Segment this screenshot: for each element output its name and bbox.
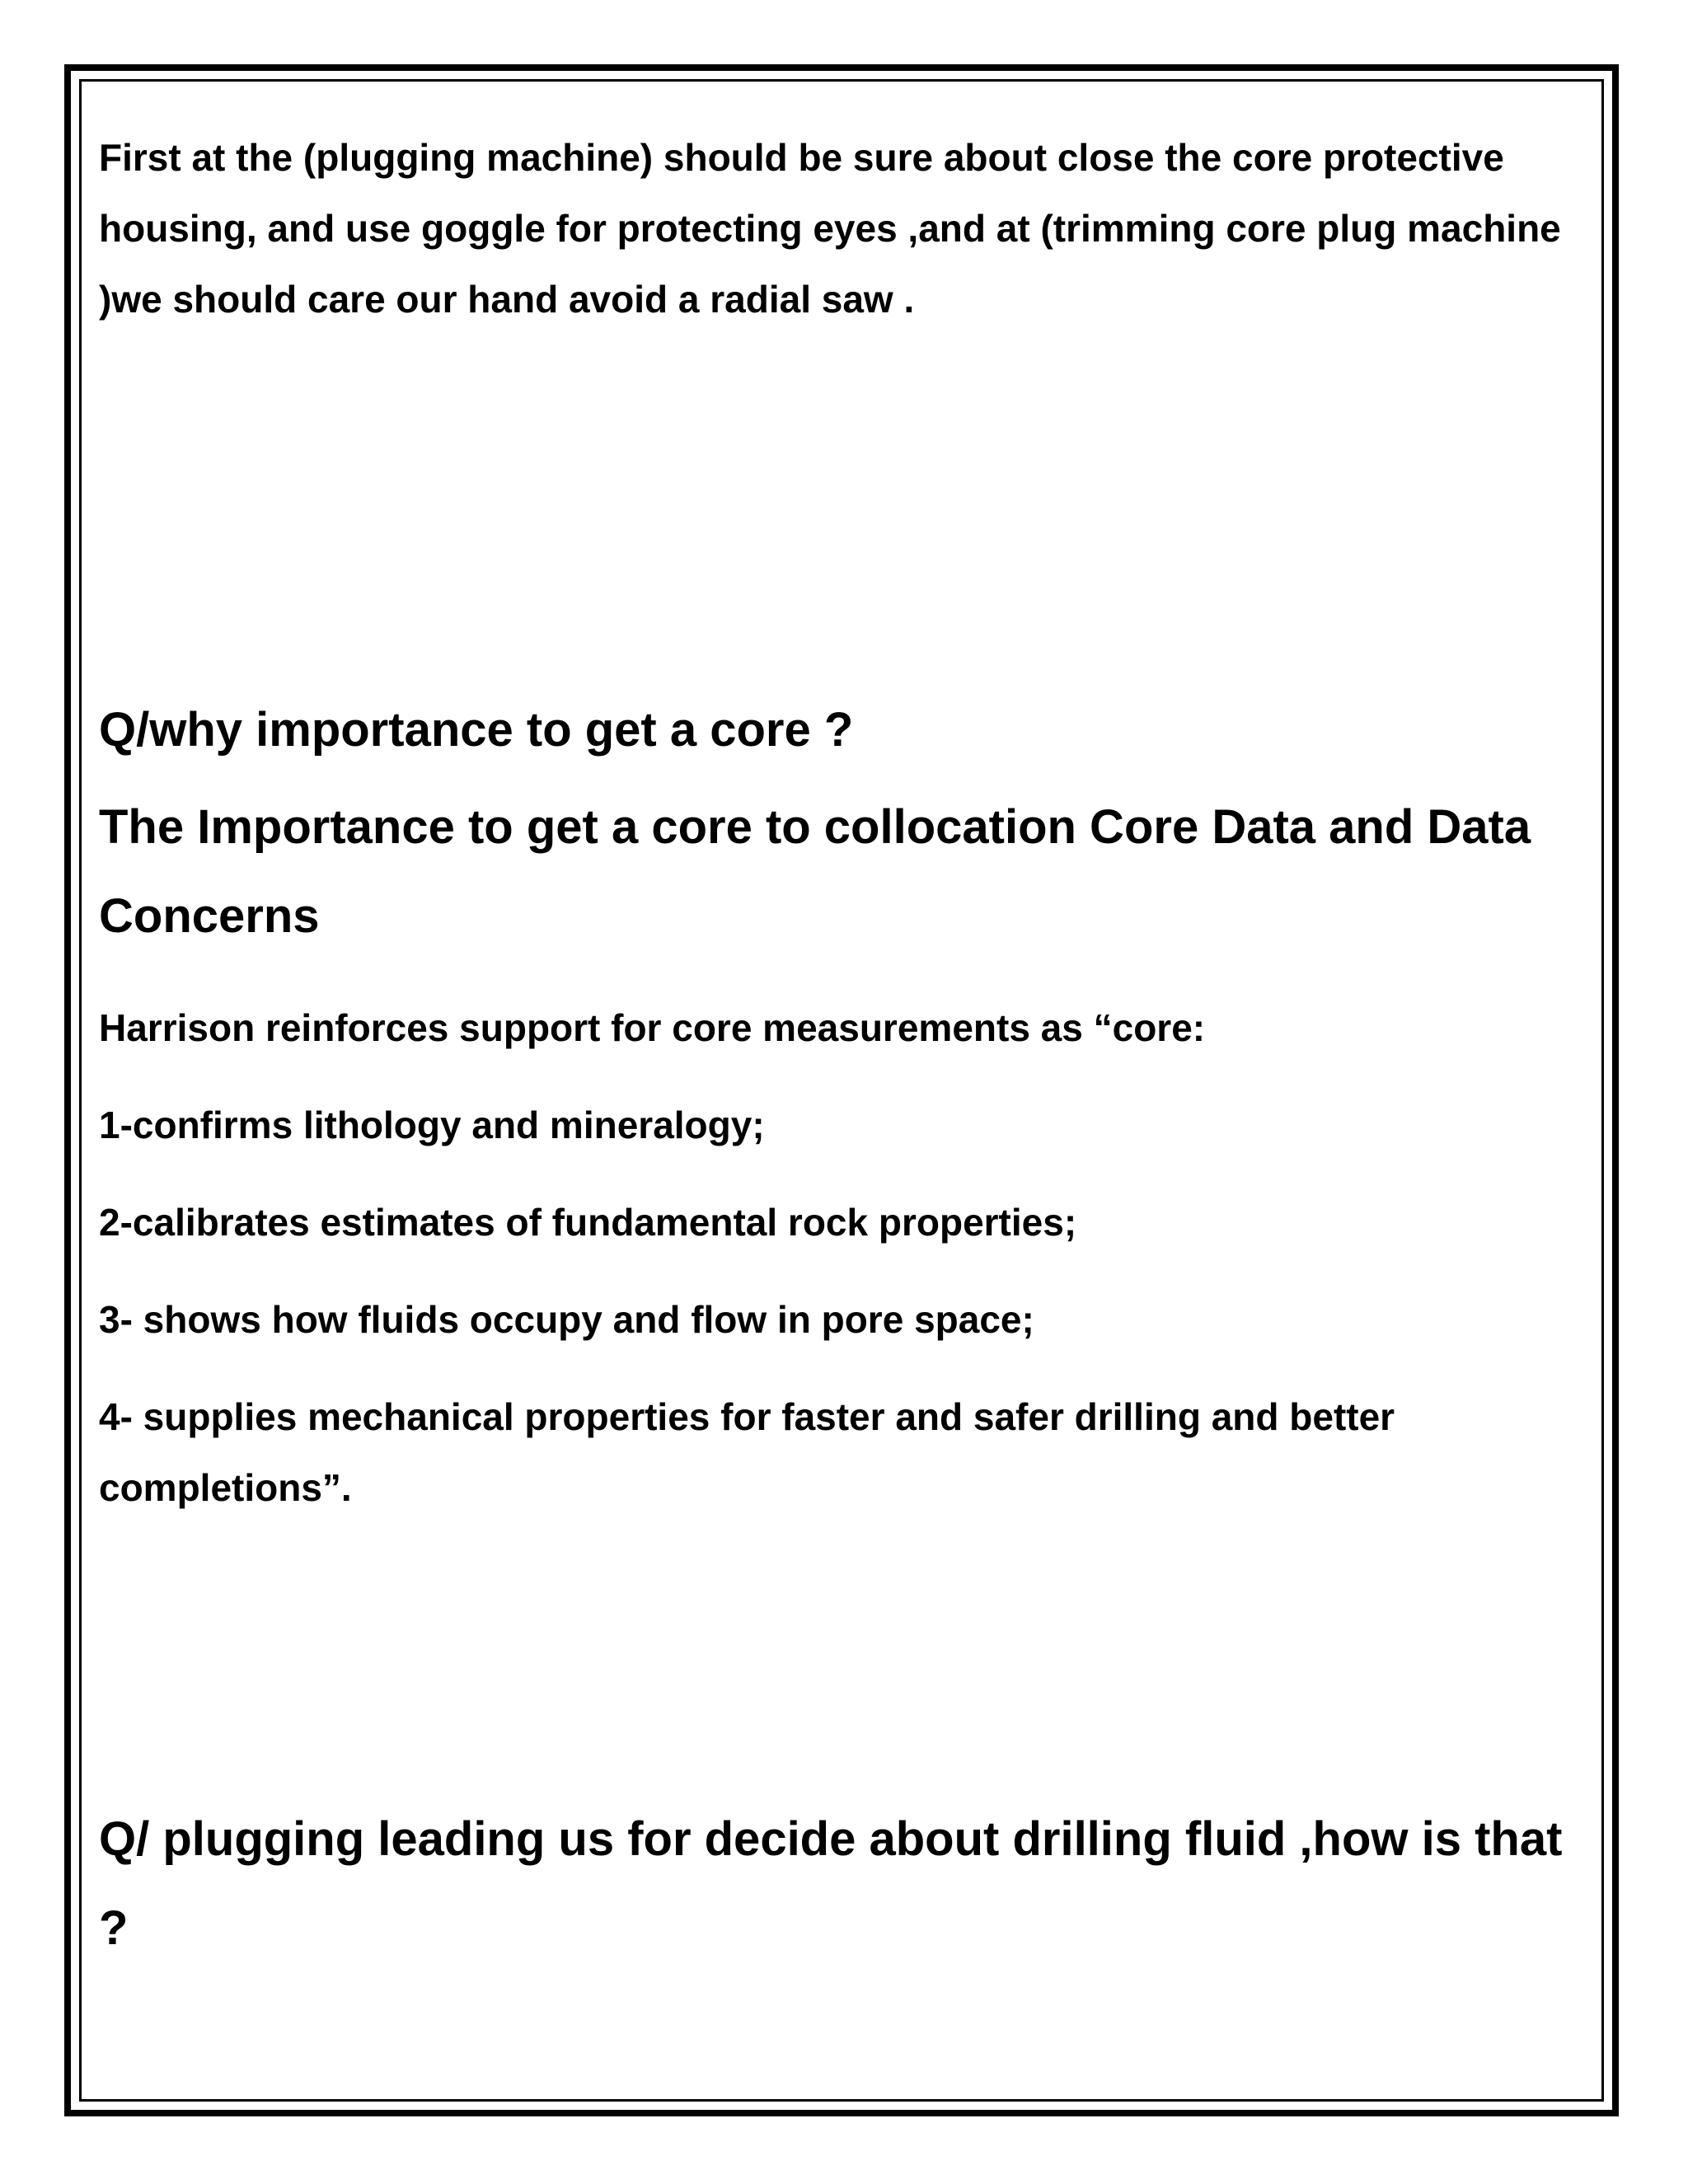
question-core-importance: Q/why importance to get a core ? bbox=[99, 703, 854, 757]
list-item: 4- supplies mechanical properties for faster and safer drilling and better completions”. bbox=[99, 1395, 1395, 1509]
document-body bbox=[99, 122, 1591, 1973]
answer-heading: The Importance to get a core to collocation Core Data and Data Concerns bbox=[99, 800, 1531, 943]
list-item: 3- shows how fluids occupy and flow in pore space; bbox=[99, 1298, 1034, 1341]
quote-intro: Harrison reinforces support for core measurements as “core: bbox=[99, 1006, 1206, 1049]
intro-paragraph: First at the (plugging machine) should be sure about close the core protective housing, and use goggle for protecting eyes ,and at (trimming core plug machine )we should care our hand avoid a radial saw . bbox=[99, 136, 1561, 321]
question-plugging-drilling-fluid: Q/ plugging leading us for decide about drilling fluid ,how is that ? bbox=[99, 1812, 1563, 1955]
list-item: 2-calibrates estimates of fundamental rock properties; bbox=[99, 1201, 1077, 1244]
list-item: 1-confirms lithology and mineralogy; bbox=[99, 1104, 765, 1146]
